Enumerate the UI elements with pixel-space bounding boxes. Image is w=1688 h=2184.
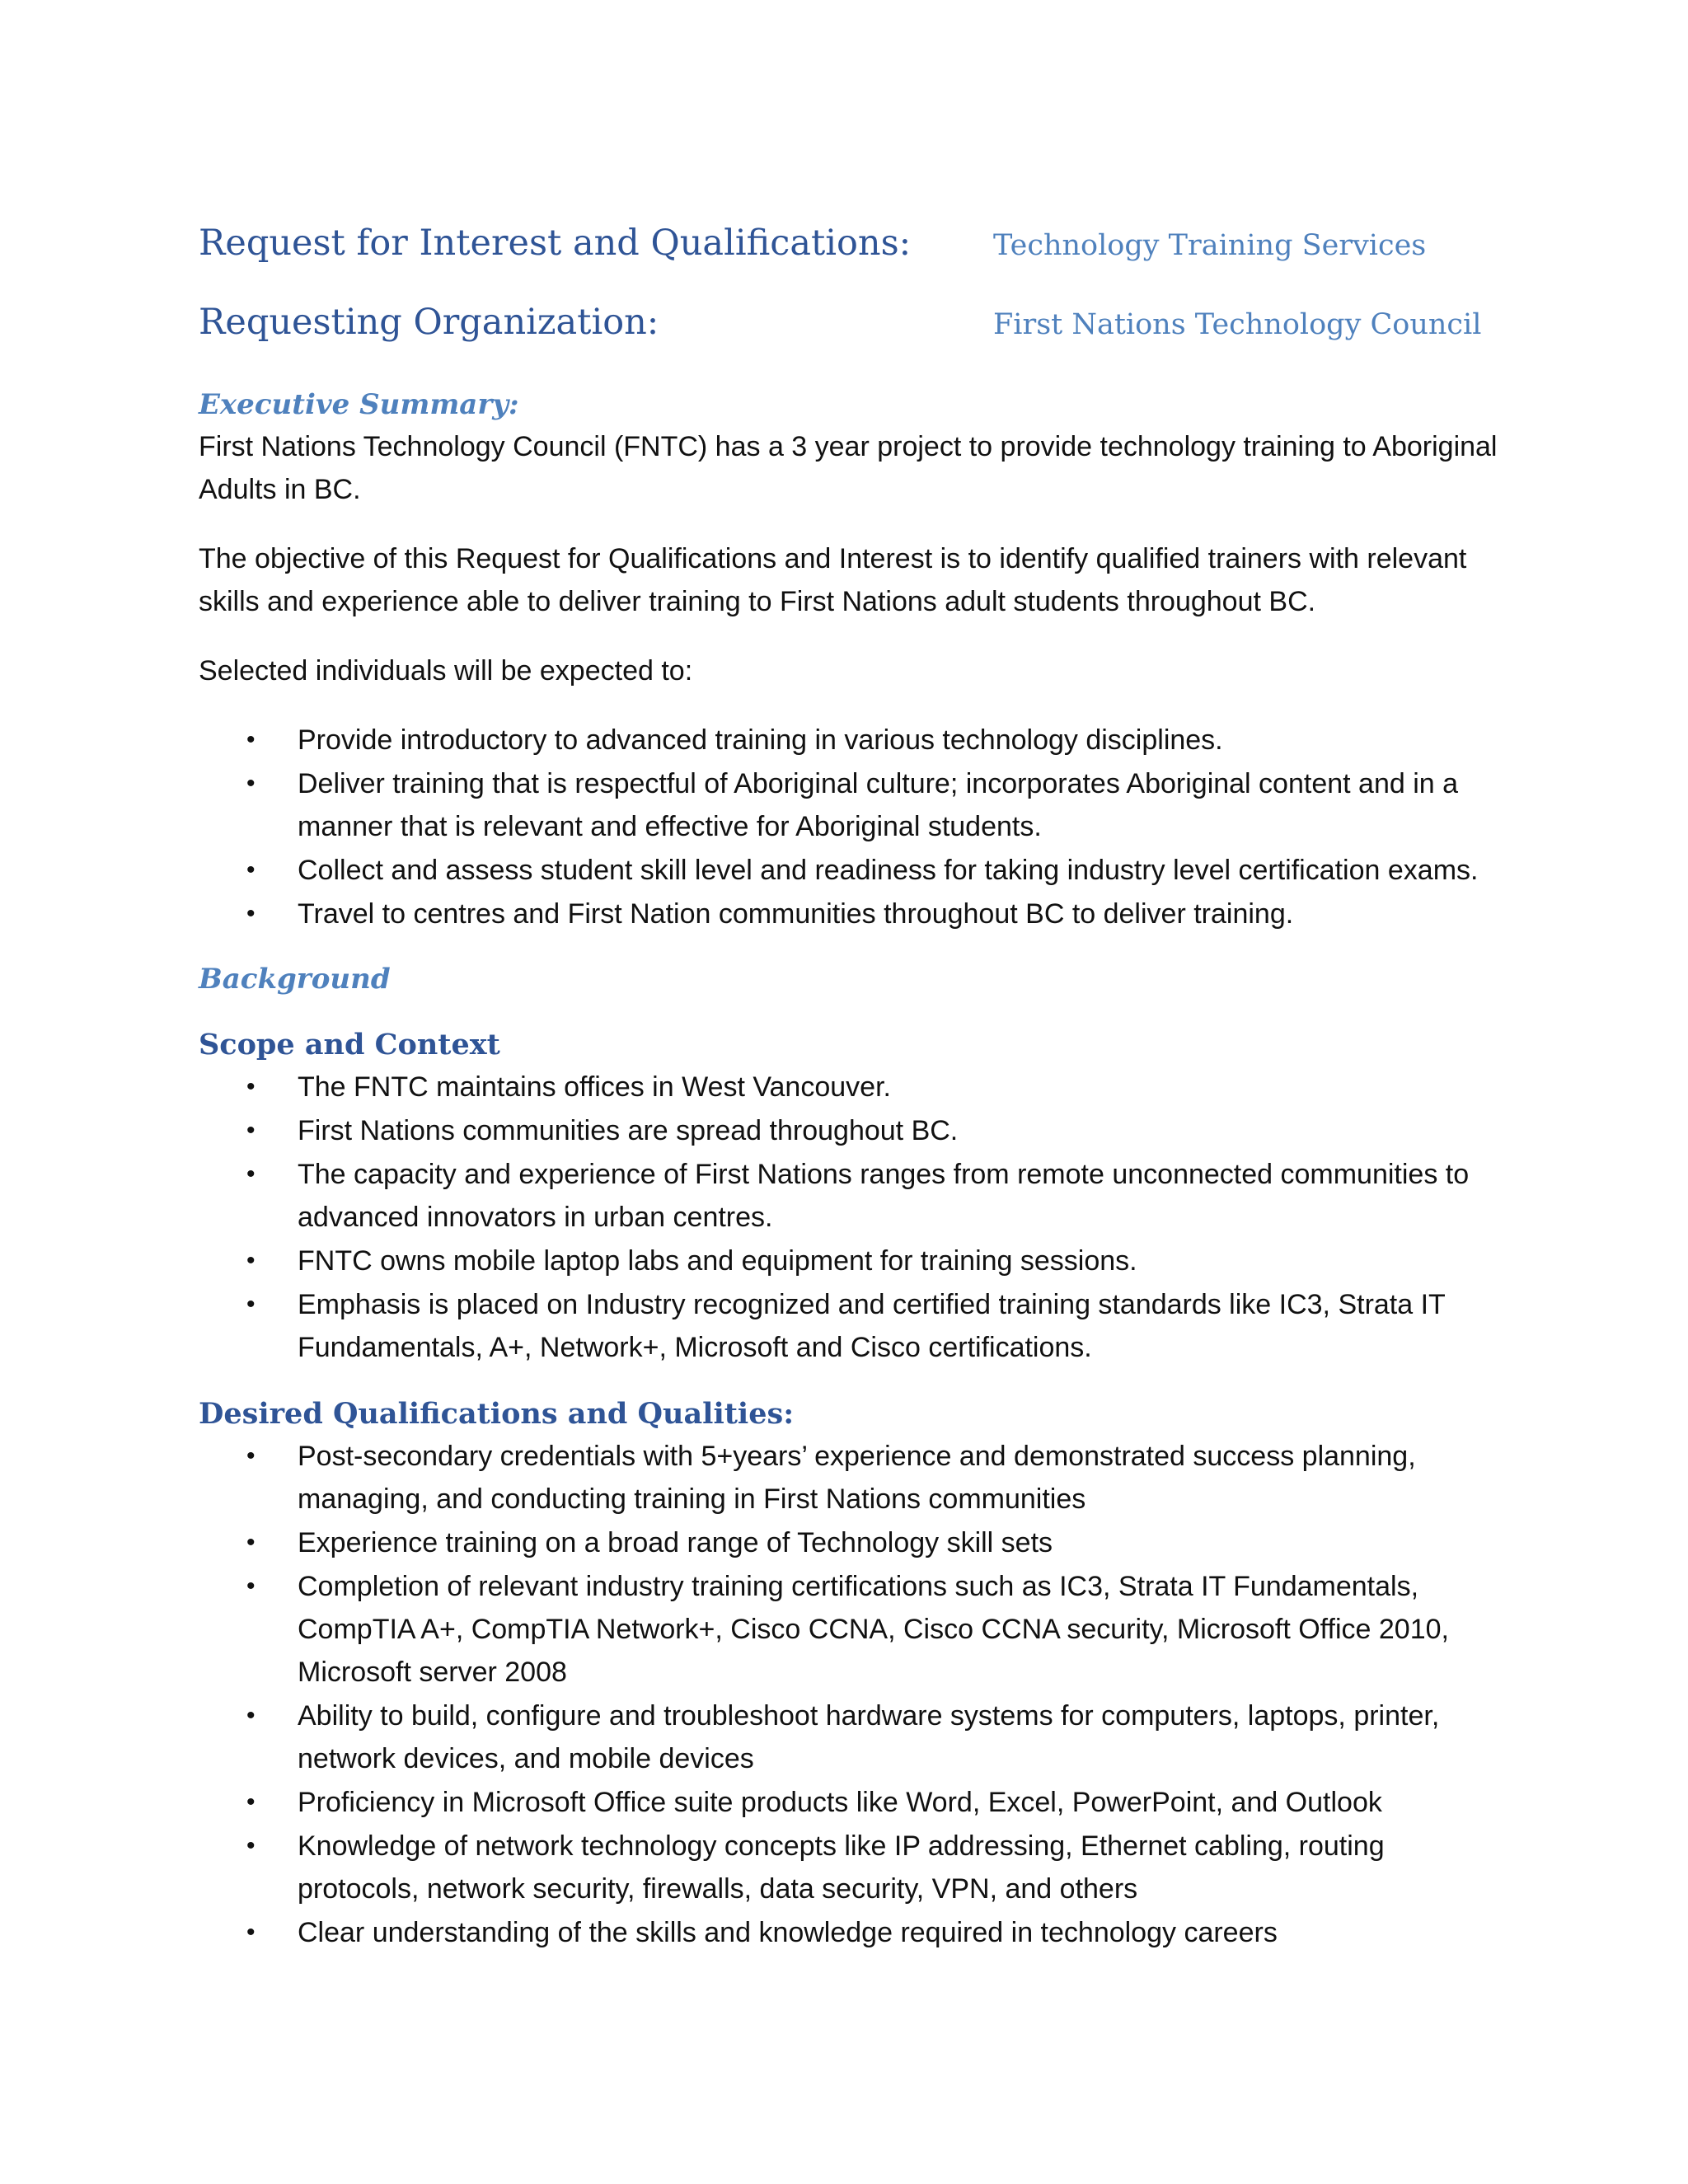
header-row-request: [199, 223, 1501, 302]
list-item-text: Ability to build, configure and troubleshoot hardware systems for computers, laptops, printer, network devices, and mobile devices: [298, 1700, 1440, 1774]
list-item-text: FNTC owns mobile laptop labs and equipment for training sessions.: [298, 1245, 1137, 1277]
executive-summary-paragraph-2: The objective of this Request for Qualifications and Interest is to identify qualified trainers with relevant skills and experience able to deliver training to First Nations adult students throughout BC.: [199, 543, 1467, 617]
list-item: [199, 1911, 1501, 1954]
bullet-icon: •: [246, 726, 256, 753]
list-item: [199, 1066, 1501, 1108]
scope-heading: Scope and Context: [199, 1028, 500, 1062]
bullet-icon: •: [246, 1247, 256, 1274]
qualifications-bullets: [199, 1435, 1501, 1954]
list-item: [199, 1240, 1501, 1282]
header-label-organization: Requesting Organization:: [199, 302, 659, 343]
list-item-text: Post-secondary credentials with 5+years’ experience and demonstrated success planning, managing, and conducting training in First Nations communities: [298, 1441, 1416, 1515]
header-label-request: Request for Interest and Qualifications:: [199, 223, 912, 264]
list-item: [199, 1521, 1501, 1564]
bullet-icon: •: [246, 770, 256, 797]
list-item: [199, 762, 1501, 848]
list-item-text: Clear understanding of the skills and knowledge required in technology careers: [298, 1917, 1278, 1948]
list-item-text: Knowledge of network technology concepts like IP addressing, Ethernet cabling, routing protocols, network security, firewalls, data security, VPN, and others: [298, 1830, 1385, 1905]
list-item: [199, 1283, 1501, 1369]
list-item-text: Travel to centres and First Nation communities throughout BC to deliver training.: [298, 898, 1294, 930]
list-item-text: The FNTC maintains offices in West Vancouver.: [298, 1071, 891, 1103]
list-item: [199, 1694, 1501, 1780]
list-item-text: First Nations communities are spread throughout BC.: [298, 1115, 959, 1146]
executive-summary-paragraph-1: First Nations Technology Council (FNTC) has a 3 year project to provide technology training to Aboriginal Adults in BC.: [199, 431, 1498, 505]
scope-bullets: [199, 1066, 1501, 1369]
header-row-organization: [199, 302, 1501, 381]
executive-summary-paragraph-3: Selected individuals will be expected to:: [199, 655, 693, 687]
document-page: [199, 223, 1501, 1955]
header-value-service: Technology Training Services: [993, 229, 1427, 262]
bullet-icon: •: [246, 1442, 256, 1469]
list-item-text: Emphasis is placed on Industry recognized and certified training standards like IC3, Strata IT Fundamentals, A+, Network+, Microsoft and Cisco certifications.: [298, 1289, 1446, 1363]
bullet-icon: •: [246, 1160, 256, 1188]
list-item-text: Provide introductory to advanced training in various technology disciplines.: [298, 724, 1223, 756]
list-item: [199, 1825, 1501, 1910]
executive-summary-heading: Executive Summary:: [199, 388, 519, 421]
bullet-icon: •: [246, 1788, 256, 1816]
bullet-icon: •: [246, 1572, 256, 1600]
bullet-icon: •: [246, 1073, 256, 1100]
list-item-text: Proficiency in Microsoft Office suite products like Word, Excel, PowerPoint, and Outlook: [298, 1787, 1382, 1818]
list-item: [199, 849, 1501, 892]
bullet-icon: •: [246, 1117, 256, 1144]
list-item-text: Experience training on a broad range of Technology skill sets: [298, 1527, 1053, 1558]
list-item: [199, 1781, 1501, 1824]
list-item: [199, 1109, 1501, 1152]
list-item-text: The capacity and experience of First Nations ranges from remote unconnected communities to advanced innovators in urban centres.: [298, 1159, 1470, 1233]
list-item-text: Completion of relevant industry training certifications such as IC3, Strata IT Fundamentals, CompTIA A+, CompTIA Network+, Cisco CCNA, Cisco CCNA security, Microsoft Office 2010, Microsoft server 2008: [298, 1571, 1449, 1688]
header-value-organization: First Nations Technology Council: [993, 308, 1482, 341]
bullet-icon: •: [246, 856, 256, 883]
bullet-icon: •: [246, 1702, 256, 1729]
list-item: [199, 1565, 1501, 1694]
list-item-text: Collect and assess student skill level and readiness for taking industry level certification exams.: [298, 855, 1479, 886]
bullet-icon: •: [246, 1529, 256, 1556]
list-item: [199, 893, 1501, 935]
bullet-icon: •: [246, 900, 256, 927]
list-item: [199, 1153, 1501, 1239]
executive-summary-bullets: [199, 719, 1501, 935]
bullet-icon: •: [246, 1832, 256, 1859]
bullet-icon: •: [246, 1291, 256, 1318]
list-item: [199, 1435, 1501, 1521]
list-item: [199, 719, 1501, 762]
qualifications-heading: Desired Qualifications and Qualities:: [199, 1397, 795, 1431]
list-item-text: Deliver training that is respectful of Aboriginal culture; incorporates Aboriginal content and in a manner that is relevant and effective for Aboriginal students.: [298, 768, 1459, 842]
background-heading: Background: [199, 963, 391, 996]
bullet-icon: •: [246, 1919, 256, 1946]
